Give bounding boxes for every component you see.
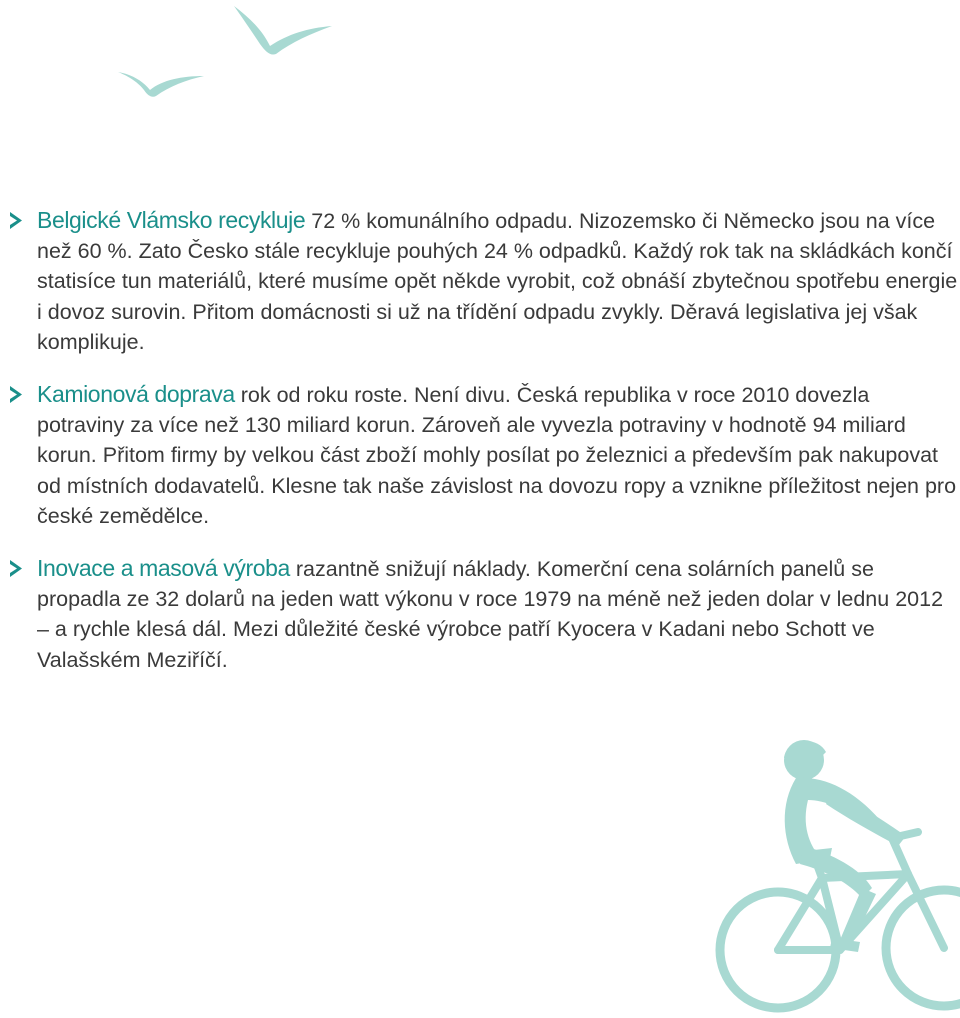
bullet-item [8, 205, 958, 357]
bullet-item [8, 553, 958, 675]
chevron-right-icon [8, 385, 24, 404]
seagull-icon [234, 6, 332, 55]
chevron-right-icon [8, 211, 24, 230]
bullet-list [8, 205, 958, 697]
bullet-item [8, 379, 958, 531]
bullet-text: rok od roku roste. Není divu. Česká republika v roce 2010 dovezla potraviny za více než 130 miliard korun. Zároveň ale vyvezla potraviny v hodnotě 94 miliard korun. Přitom firmy by velkou část zboží mohly posílat po železnici a především pak nakupovat od místních dodavatelů. Klesne tak naše závislost na dovozu ropy a vznikne příležitost nejen pro české zemědělce. [37, 383, 957, 528]
bullet-text: 72 % komunálního odpadu. Nizozemsko či Německo jsou na více než 60 %. Zato Česko stále recykluje pouhých 24 % odpadků. Každý rok tak na skládkách končí statisíce tun materiálů, které musíme opět někde vyrobit, což obnáší zbytečnou spotřebu energie i dovoz surovin. Přitom domácnosti si už na třídění odpadu zvykly. Děravá legislativa jej však komplikuje. [37, 209, 958, 354]
bullet-text: razantně snižují náklady. Komerční cena solárních panelů se propadla ze 32 dolarů na jeden watt výkonu v roce 1979 na méně než jeden dolar v lednu 2012 – a rychle klesá dál. Mezi důležité české výrobce patří Kyocera v Kadani nebo Schott ve Valašském Meziříčí. [37, 557, 944, 672]
bullet-lead: Belgické Vlámsko recykluje [37, 207, 306, 233]
seagull-icon [118, 72, 204, 97]
bullet-lead: Kamionová doprava [37, 381, 235, 408]
cyclist-icon [712, 728, 960, 1018]
bullet-lead: Inovace a masová výroba [37, 555, 290, 582]
chevron-right-icon [8, 559, 24, 578]
seagulls-icon [110, 0, 350, 110]
